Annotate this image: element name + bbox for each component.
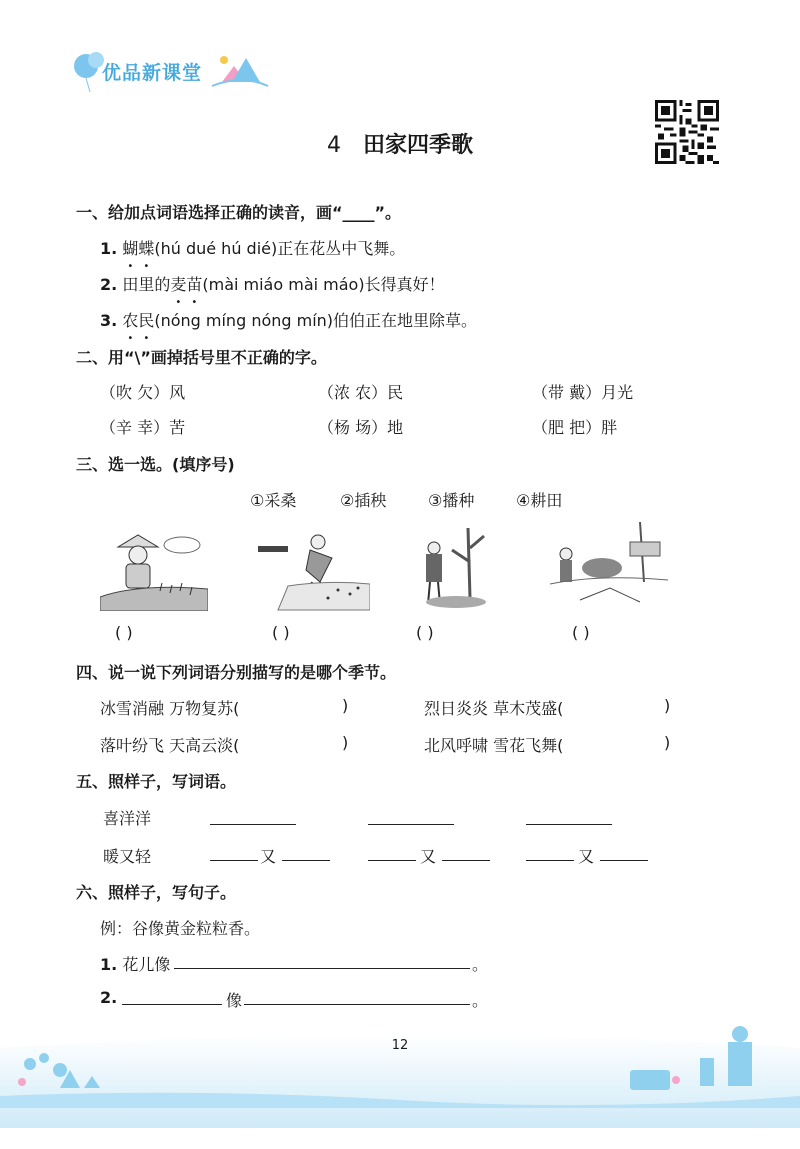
write-line[interactable]: [174, 968, 470, 969]
dotted-char: 农: [122, 311, 139, 330]
transplanting-illustration: [258, 530, 370, 612]
answer-blank[interactable]: ( ): [115, 623, 133, 642]
answer-blank[interactable]: ( ): [416, 623, 434, 642]
write-line[interactable]: [368, 860, 416, 861]
section2-heading: 二、用“\”画掉括号里不正确的字。: [76, 348, 327, 367]
section6-heading: 六、照样子，写句子。: [76, 883, 237, 902]
write-line[interactable]: [210, 860, 258, 861]
section1-item-1: [100, 236, 405, 259]
answer-blank-close[interactable]: ): [342, 733, 349, 752]
section4-heading: 四、说一说下列词语分别描写的是哪个季节。: [76, 663, 397, 682]
answer-blank[interactable]: ( ): [572, 623, 590, 642]
pinyin-options[interactable]: (nóng míng nóng mín): [154, 311, 334, 330]
season-words: 冰雪消融 万物复苏(: [100, 699, 240, 718]
choice-1: ①采桑: [250, 491, 297, 510]
example-sentence: 例：谷像黄金粒粒香。: [100, 919, 261, 938]
sentence-1: [100, 952, 170, 975]
season-words: 烈日炎炎 草木茂盛(: [424, 699, 564, 718]
section1-item-2: [100, 272, 445, 295]
choice-4: ④耕田: [516, 491, 563, 510]
season-words: 落叶纷飞 天高云淡(: [100, 736, 240, 755]
qr-code-icon[interactable]: [655, 100, 719, 164]
section3-heading: 三、选一选。(填序号): [76, 455, 235, 474]
sentence-pre: 田里的: [122, 275, 171, 294]
page-number: 12: [391, 1038, 409, 1053]
plowing-illustration: [540, 522, 668, 610]
choice-3: ③播种: [428, 491, 475, 510]
dotted-char: 麦: [170, 275, 187, 294]
write-line[interactable]: [210, 824, 296, 825]
char-choice[interactable]: （辛 幸）苦: [100, 418, 186, 437]
write-line[interactable]: [282, 860, 330, 861]
xiang-char: 像: [226, 991, 243, 1010]
pinyin-options[interactable]: (hú dué hú dié): [154, 239, 278, 258]
brand-name: 优品新课堂: [102, 62, 203, 84]
write-line[interactable]: [600, 860, 648, 861]
period: 。: [472, 991, 489, 1010]
you-char: 又: [420, 847, 437, 866]
write-line[interactable]: [526, 860, 574, 861]
item-number: 2.: [100, 275, 118, 294]
pinyin-options[interactable]: (mài miáo mài máo): [202, 275, 365, 294]
write-line[interactable]: [122, 1004, 222, 1005]
item-number: 2.: [100, 988, 118, 1007]
sowing-illustration: [412, 528, 492, 610]
dotted-char: 苗: [186, 275, 203, 294]
dotted-char: 民: [138, 311, 155, 330]
write-line[interactable]: [442, 860, 490, 861]
char-choice[interactable]: （肥 把）胖: [532, 418, 618, 437]
dotted-char: 蝴: [122, 239, 139, 258]
lesson-title: 田家四季歌: [362, 133, 473, 158]
char-choice[interactable]: （吹 欠）风: [100, 383, 186, 402]
dotted-char: 蝶: [138, 239, 155, 258]
item-number: 3.: [100, 311, 118, 330]
sentence-start: 花儿像: [122, 955, 171, 974]
write-line[interactable]: [368, 824, 454, 825]
answer-blank-close[interactable]: ): [664, 733, 671, 752]
answer-blank-close[interactable]: ): [664, 696, 671, 715]
choice-2: ②插秧: [340, 491, 387, 510]
you-char: 又: [260, 847, 277, 866]
section1-heading: 一、给加点词语选择正确的读音，画“____”。: [76, 203, 402, 222]
sentence-rest: 伯伯正在地里除草。: [333, 311, 478, 330]
period: 。: [472, 955, 489, 974]
section1-item-3: [100, 308, 477, 331]
example-word: 喜洋洋: [103, 809, 152, 828]
section5-heading: 五、照样子，写词语。: [76, 772, 237, 791]
char-choice[interactable]: （带 戴）月光: [532, 383, 634, 402]
char-choice[interactable]: （杨 场）地: [318, 418, 404, 437]
you-char: 又: [578, 847, 595, 866]
sentence-rest: 正在花丛中飞舞。: [277, 239, 406, 258]
season-words: 北风呼啸 雪花飞舞(: [424, 736, 564, 755]
planting-illustration: [100, 525, 208, 611]
sentence-rest: 长得真好！: [364, 275, 445, 294]
answer-blank-close[interactable]: ): [342, 696, 349, 715]
lesson-number: 4: [326, 133, 341, 158]
item-number: 1.: [100, 955, 118, 974]
brand-logo: [72, 44, 272, 94]
example-word: 暖又轻: [103, 847, 152, 866]
char-choice[interactable]: （浓 农）民: [318, 383, 404, 402]
item-number: 1.: [100, 239, 118, 258]
sentence-2-number: [100, 988, 117, 1007]
write-line[interactable]: [526, 824, 612, 825]
answer-blank[interactable]: ( ): [272, 623, 290, 642]
write-line[interactable]: [244, 1004, 470, 1005]
